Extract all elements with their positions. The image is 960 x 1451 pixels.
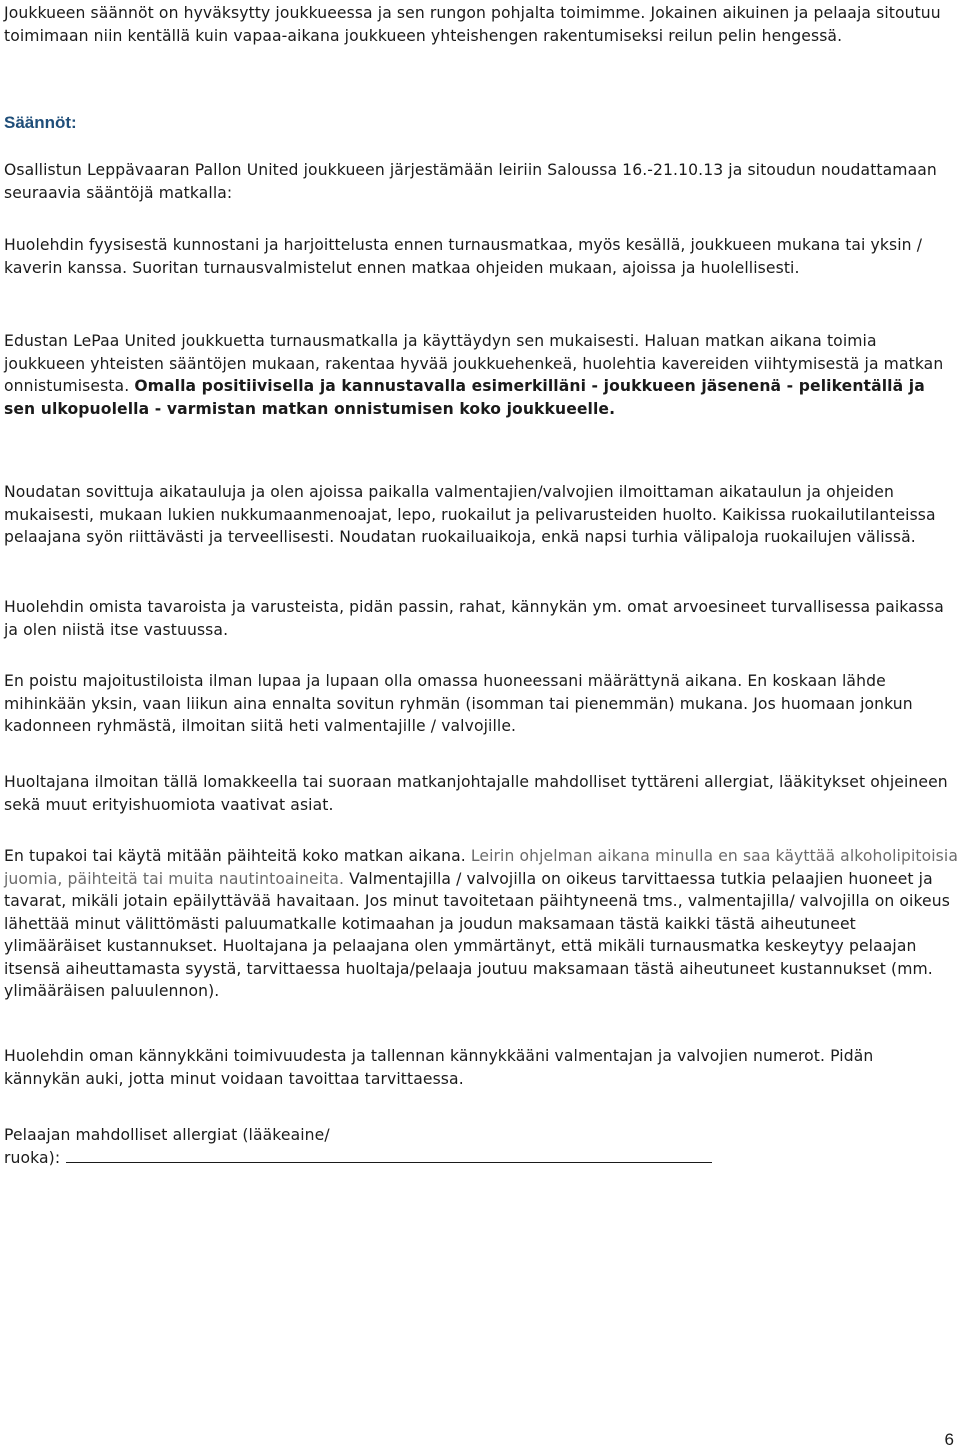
- allergy-input-line[interactable]: [66, 1148, 712, 1163]
- rule-representation-text: Edustan LePaa United joukkuetta turnausmatkalla ja käyttäydyn sen mukaisesti. Haluan matkan aikana toimia joukkueen yhteisten sääntöjen mukaan, rakentaa hyvää joukkuehenkeä, huolehtia kavereiden viihtymisestä ja matkan onnistumisesta.: [4, 332, 944, 395]
- rule-substances-start: En tupakoi tai käytä mitään päihteitä koko matkan aikana.: [4, 847, 471, 865]
- rule-schedules: Noudatan sovittuja aikatauluja ja olen ajoissa paikalla valmentajien/valvojien ilmoittaman aikataulun ja ohjeiden mukaisesti, mukaan lukien nukkumaanmenoajat, lepo, ruokailut ja pelivarusteiden huolto. Kaikissa ruokailutilanteissa pelaajana syön riittävästi ja terveellisesti. Noudatan ruokailuaikoja, enkä napsi turhia välipaloja ruokailujen välissä.: [4, 483, 936, 546]
- rules-heading: Säännöt:: [4, 113, 77, 132]
- intro-paragraph: Joukkueen säännöt on hyväksytty joukkueessa ja sen rungon pohjalta toimimme. Jokainen aikuinen ja pelaaja sitoutuu toimimaan niin kentällä kuin vapaa-aikana joukkueen yhteishengen rakentumiseksi reilun pelin hengessä.: [4, 4, 941, 45]
- rule-representation-emphasis: Omalla positiivisella ja kannustavalla esimerkilläni - joukkueen jäsenenä - pelikentällä ja sen ulkopuolella - varmistan matkan onnistumisen koko joukkueelle.: [4, 377, 925, 418]
- page-number: 6: [944, 1430, 954, 1449]
- rule-accommodation: En poistu majoitustiloista ilman lupaa ja lupaan olla omassa huoneessani määrättynä aikana. En koskaan lähde mihinkään yksin, vaan liikun aina ennalta sovitun ryhmän (isomman tai pienemmän) mukana. Jos huomaan jonkun kadonneen ryhmästä, ilmoitan siitä heti valmentajille / valvojille.: [4, 672, 913, 735]
- allergy-field: [4, 1124, 954, 1169]
- rule-representation: [4, 330, 954, 420]
- rule-substances-rest: Valmentajilla / valvojilla on oikeus tarvittaessa tutkia pelaajien huoneet ja tavarat, mikäli jotain epäilyttävää havaitaan. Jos minut tavoitetaan päihtyneenä tms., valmentajilla/ valvojilla on oikeus lähettää minut välittömästi paluumatkalle kotimaahan ja joudun maksamaan tästä kaikki tästä aiheutuneet ylimääräiset kustannukset. Huoltajana ja pelaajana olen ymmärtänyt, että mikäli turnausmatka keskeytyy pelaajan itsensä aiheuttamasta syystä, tarvittaessa huoltaja/pelaaja joutuu maksamaan tästä aiheutuneet kustannukset (mm. ylimääräisen paluulennon).: [4, 869, 950, 1000]
- rule-phone: Huolehdin oman kännykkäni toimivuudesta ja tallennan kännykkääni valmentajan ja valvojien numerot. Pidän kännykän auki, jotta minut voidaan tavoittaa tarvittaessa.: [4, 1047, 874, 1088]
- rule-belongings: Huolehdin omista tavaroista ja varusteista, pidän passin, rahat, kännykän ym. omat arvoesineet turvallisessa paikassa ja olen niistä itse vastuussa.: [4, 598, 944, 639]
- allergy-label-line1: Pelaajan mahdolliset allergiat (lääkeaine/: [4, 1126, 330, 1144]
- rule-substances-alcohol: Leirin ohjelman aikana minulla en saa käyttää alkoholipitoisia juomia, päihteitä tai muita nautintoaineita.: [4, 847, 958, 888]
- rule-substances: [4, 845, 958, 1003]
- rule-fitness: Huolehdin fyysisestä kunnostani ja harjoittelusta ennen turnausmatkaa, myös kesällä, joukkueen mukana tai yksin / kaverin kanssa. Suoritan turnausvalmistelut ennen matkaa ohjeiden mukaan, ajoissa ja huolellisesti.: [4, 236, 923, 277]
- allergy-label-line2: ruoka):: [4, 1148, 61, 1167]
- rule-allergies: Huoltajana ilmoitan tällä lomakkeella tai suoraan matkanjohtajalle mahdolliset tyttäreni allergiat, lääkitykset ohjeineen sekä muut erityishuomiota vaativat asiat.: [4, 773, 948, 814]
- camp-commitment-paragraph: Osallistun Leppävaaran Pallon United joukkueen järjestämään leiriin Saloussa 16.-21.10.13 ja sitoudun noudattamaan seuraavia sääntöjä matkalla:: [4, 161, 937, 202]
